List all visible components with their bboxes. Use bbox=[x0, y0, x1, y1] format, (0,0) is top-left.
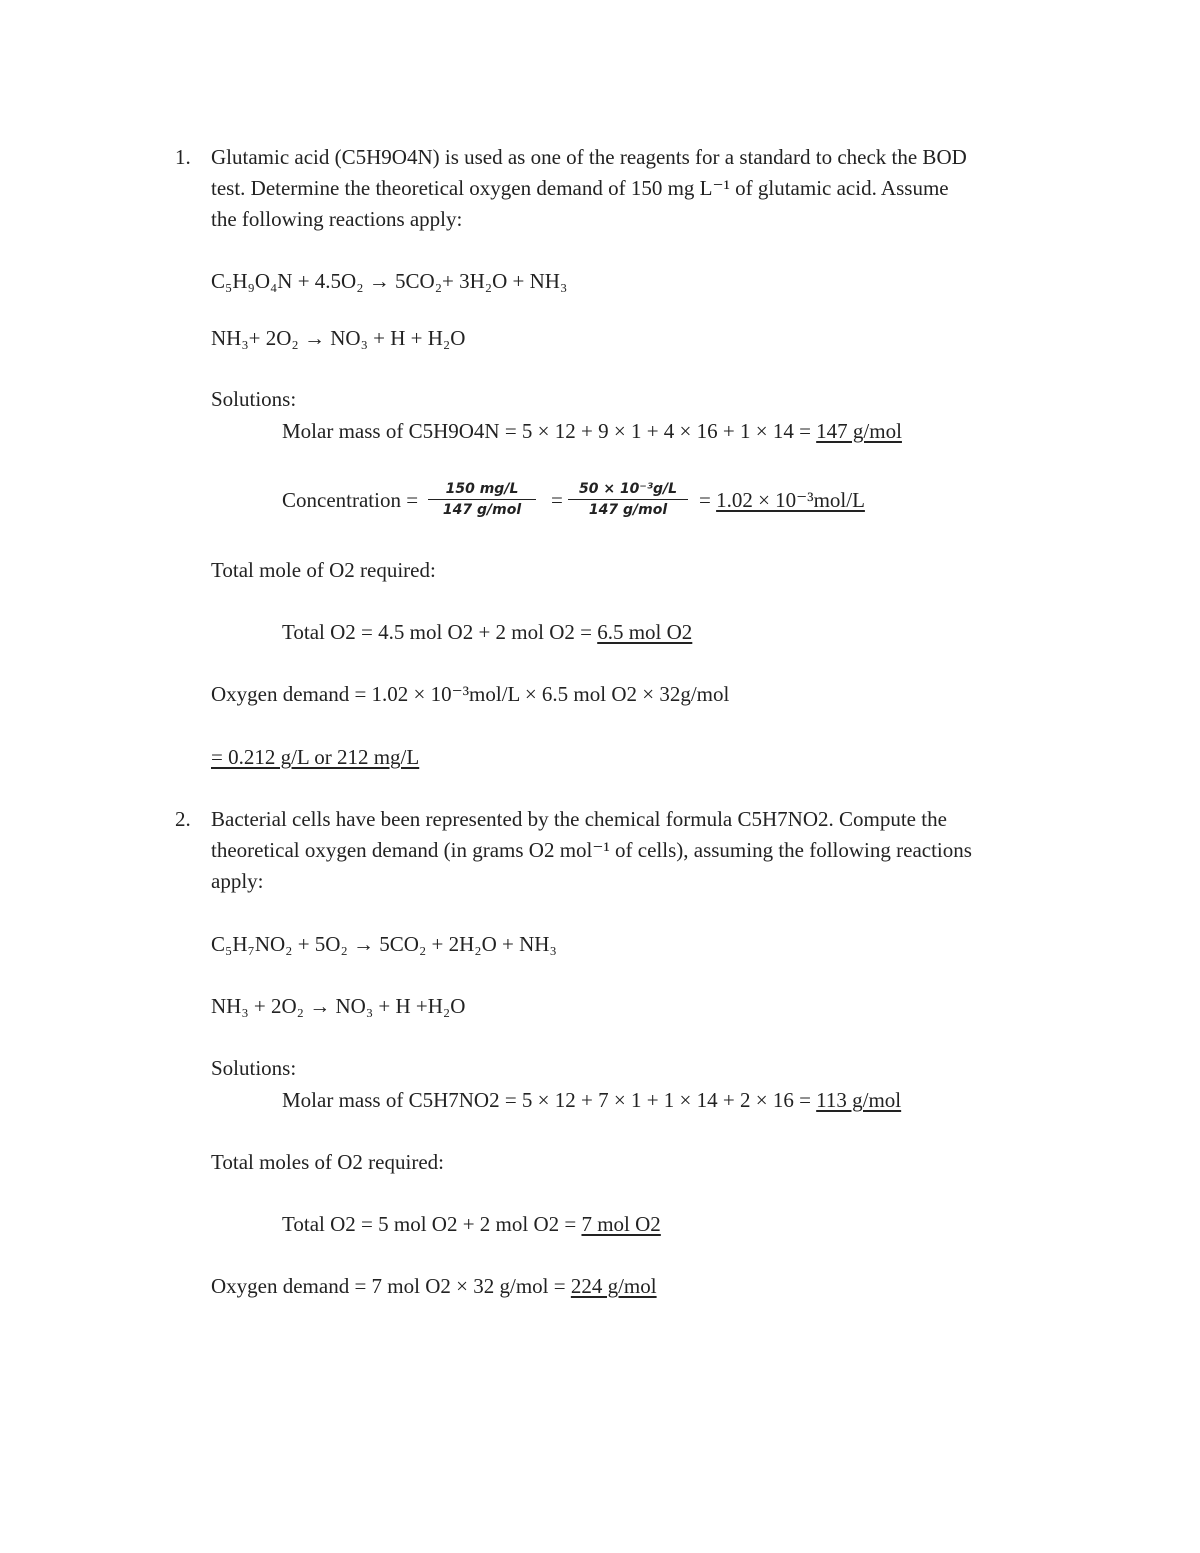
q1-concentration-result-line bbox=[699, 487, 865, 513]
q1-total-o2 bbox=[282, 619, 692, 645]
q1-fraction-1-numerator: 150 mg/L bbox=[445, 481, 519, 497]
q1-fraction-1 bbox=[428, 480, 536, 519]
q2-molar-mass-result: 113 g/mol bbox=[816, 1088, 902, 1112]
q2-molar-mass-expr: Molar mass of C5H7NO2 = 5 × 12 + 7 × 1 + 1 × 14 + 2 × 16 = bbox=[282, 1088, 817, 1112]
q2-oxygen-demand bbox=[211, 1273, 657, 1299]
q2-od-expr: Oxygen demand = 7 mol O2 × 32 g/mol = bbox=[211, 1274, 571, 1298]
q1-number: 1. bbox=[175, 145, 191, 169]
q1-total-result: 6.5 mol O2 bbox=[597, 620, 693, 644]
q2-total-label: Total moles of O2 required: bbox=[211, 1150, 444, 1174]
q1-oxygen-demand: Oxygen demand = 1.02 × 10⁻³mol/L × 6.5 mol O2 × 32g/mol bbox=[211, 682, 730, 706]
q1-text-line2: test. Determine the theoretical oxygen demand of 150 mg L⁻¹ of glutamic acid. Assume bbox=[211, 176, 949, 200]
q2-total-o2 bbox=[282, 1211, 661, 1237]
q1-solutions-label: Solutions: bbox=[211, 387, 297, 411]
q1-molar-mass bbox=[282, 418, 902, 444]
fraction-bar bbox=[568, 499, 688, 500]
q1-oxygen-demand-result: = 0.212 g/L or 212 mg/L bbox=[211, 745, 420, 769]
q2-solutions-label: Solutions: bbox=[211, 1056, 297, 1080]
q1-text-line3: the following reactions apply: bbox=[211, 207, 463, 231]
q1-concentration-label: Concentration = bbox=[282, 488, 419, 512]
q2-text-line3: apply: bbox=[211, 869, 264, 893]
q1-equals-2: = bbox=[699, 488, 717, 512]
q2-text-line1: Bacterial cells have been represented by the chemical formula C5H7NO2. Compute the bbox=[211, 807, 947, 831]
q2-text-line2: theoretical oxygen demand (in grams O2 mol⁻¹ of cells), assuming the following reactions bbox=[211, 838, 972, 862]
q1-equals: = bbox=[551, 488, 563, 512]
q2-total-result: 7 mol O2 bbox=[581, 1212, 661, 1236]
fraction-bar bbox=[428, 499, 536, 500]
q1-molar-mass-expr: Molar mass of C5H9O4N = 5 × 12 + 9 × 1 + 4 × 16 + 1 × 14 = bbox=[282, 419, 817, 443]
q1-concentration-result: 1.02 × 10⁻³mol/L bbox=[716, 488, 865, 512]
q2-reaction1: C₅H₇NO₂ + 5O₂ → 5CO₂ + 2H₂O + NH₃ bbox=[211, 932, 557, 956]
q1-fraction-2-denominator: 147 g/mol bbox=[588, 502, 668, 518]
q2-reaction2: NH₃ + 2O₂ → NO₃ + H +H₂O bbox=[211, 994, 466, 1018]
q1-reaction1: C₅H₉O₄N + 4.5O₂ → 5CO₂+ 3H₂O + NH₃ bbox=[211, 269, 568, 293]
q2-od-result: 224 g/mol bbox=[570, 1274, 657, 1298]
q1-molar-mass-result: 147 g/mol bbox=[816, 419, 902, 443]
q1-fraction-2 bbox=[568, 480, 688, 519]
q1-reaction2: NH₃+ 2O₂ → NO₃ + H + H₂O bbox=[211, 326, 466, 350]
q1-text-line1: Glutamic acid (C5H9O4N) is used as one of the reagents for a standard to check the BOD bbox=[211, 145, 967, 169]
q1-fraction-2-numerator: 50 × 10⁻³g/L bbox=[578, 481, 678, 497]
q2-molar-mass bbox=[282, 1087, 901, 1113]
q2-total-expr: Total O2 = 5 mol O2 + 2 mol O2 = bbox=[282, 1212, 582, 1236]
q2-number: 2. bbox=[175, 807, 191, 831]
q1-total-label: Total mole of O2 required: bbox=[211, 558, 436, 582]
q1-fraction-1-denominator: 147 g/mol bbox=[442, 502, 522, 518]
q1-total-expr: Total O2 = 4.5 mol O2 + 2 mol O2 = bbox=[282, 620, 598, 644]
